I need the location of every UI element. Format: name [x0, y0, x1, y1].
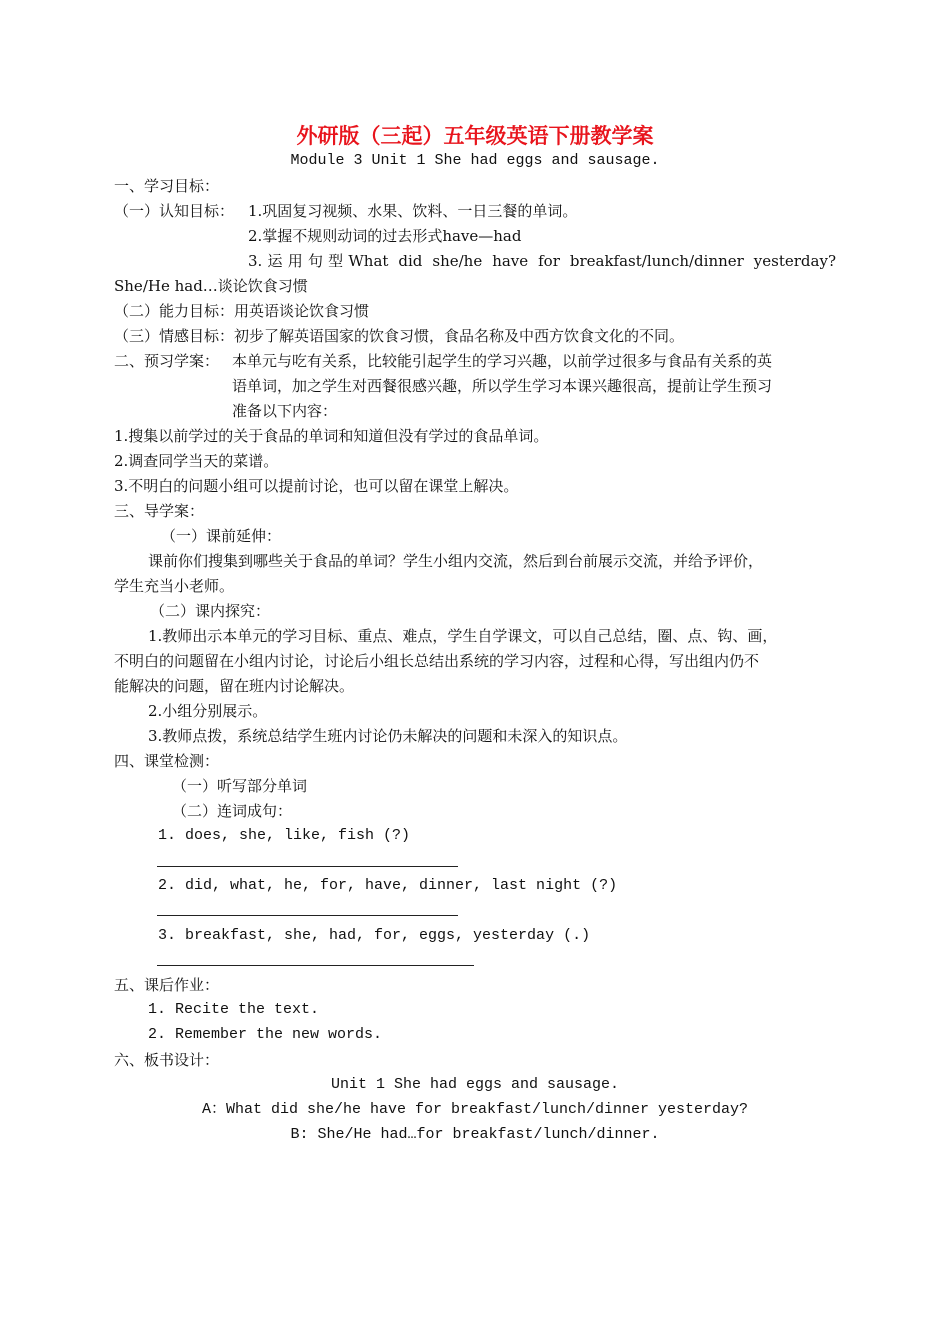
pre-class-paragraph-line-1: 课前你们搜集到哪些关于食品的单词？学生小组内交流，然后到台前展示交流，并给予评价， [148, 552, 764, 570]
in-class-item-2: 2.小组分别展示。 [148, 702, 268, 720]
emotion-goal: （三）情感目标：初步了解英语国家的饮食习惯，食品名称及中西方饮食文化的不同。 [114, 327, 685, 345]
preview-item-3: 3.不明白的问题小组可以提前讨论，也可以留在课堂上解决。 [114, 477, 519, 495]
sentence-building-heading: （二）连词成句： [172, 802, 293, 820]
section-6-heading: 六、板书设计： [114, 1051, 220, 1069]
pre-class-paragraph-line-2: 学生充当小老师。 [114, 577, 235, 595]
question-2: 2. did, what, he, for, have, dinner, last night (?) [158, 877, 618, 894]
board-design-line-3: B: She/He had…for breakfast/lunch/dinner. [290, 1126, 660, 1143]
in-class-item-1-line-2: 不明白的问题留在小组内讨论，讨论后小组长总结出系统的学习内容，过程和心得，写出组内仍不 [114, 652, 760, 670]
document-title: 外研版（三起）五年级英语下册教学案 [296, 124, 654, 148]
preview-item-2: 2.调查同学当天的菜谱。 [114, 452, 279, 470]
preview-paragraph-line-2: 语单词，加之学生对西餐很感兴趣，所以学生学习本课兴趣很高，提前让学生预习 [232, 377, 773, 395]
in-class-item-3: 3.教师点拨，系统总结学生班内讨论仍未解决的问题和未深入的知识点。 [148, 727, 628, 745]
question-1: 1. does, she, like, fish (?) [158, 827, 411, 844]
answer-line-2[interactable] [157, 915, 458, 916]
section-3-heading: 三、导学案： [114, 502, 205, 520]
section-1-heading: 一、学习目标： [114, 177, 220, 195]
preview-paragraph-line-1: 本单元与吃有关系，比较能引起学生的学习兴趣，以前学过很多与食品有关系的英 [232, 352, 773, 370]
cognitive-goal-2: 2.掌握不规则动词的过去形式have—had [248, 227, 522, 245]
document-subtitle: Module 3 Unit 1 She had eggs and sausage. [290, 152, 660, 169]
cognitive-goal-3-cont: She/He had…谈论饮食习惯 [114, 277, 308, 295]
question-3: 3. breakfast, she, had, for, eggs, yesterday (.) [158, 927, 591, 944]
cognitive-goal-3: 3.运用句型What did she/he have for breakfast/lunch/dinner yesterday? [248, 252, 836, 270]
section-2-heading: 二、预习学案： [114, 352, 220, 370]
answer-line-3[interactable] [157, 965, 474, 966]
dictation-heading: （一）听写部分单词 [172, 777, 308, 795]
preview-item-1: 1.搜集以前学过的关于食品的单词和知道但没有学过的食品单词。 [114, 427, 549, 445]
cognitive-goal-1: 1.巩固复习视频、水果、饮料、一日三餐的单词。 [248, 202, 578, 220]
answer-line-1[interactable] [157, 866, 458, 867]
homework-1: 1. Recite the text. [148, 1001, 320, 1018]
ability-goal: （二）能力目标：用英语谈论饮食习惯 [114, 302, 370, 320]
in-class-item-1-line-1: 1.教师出示本单元的学习目标、重点、难点，学生自学课文，可以自己总结，圈、点、钩、画， [148, 627, 778, 645]
section-5-heading: 五、课后作业： [114, 976, 220, 994]
in-class-item-1-line-3: 能解决的问题，留在班内讨论解决。 [114, 677, 355, 695]
preview-paragraph-line-3: 准备以下内容： [232, 402, 338, 420]
in-class-heading: （二）课内探究： [150, 602, 271, 620]
board-design-line-2: A：What did she/he have for breakfast/lunch/dinner yesterday? [201, 1101, 749, 1118]
homework-2: 2. Remember the new words. [148, 1026, 383, 1043]
pre-class-heading: （一）课前延伸： [161, 527, 282, 545]
section-4-heading: 四、课堂检测： [114, 752, 220, 770]
cognitive-goal-label: （一）认知目标： [114, 202, 235, 220]
board-design-line-1: Unit 1 She had eggs and sausage. [330, 1076, 620, 1093]
